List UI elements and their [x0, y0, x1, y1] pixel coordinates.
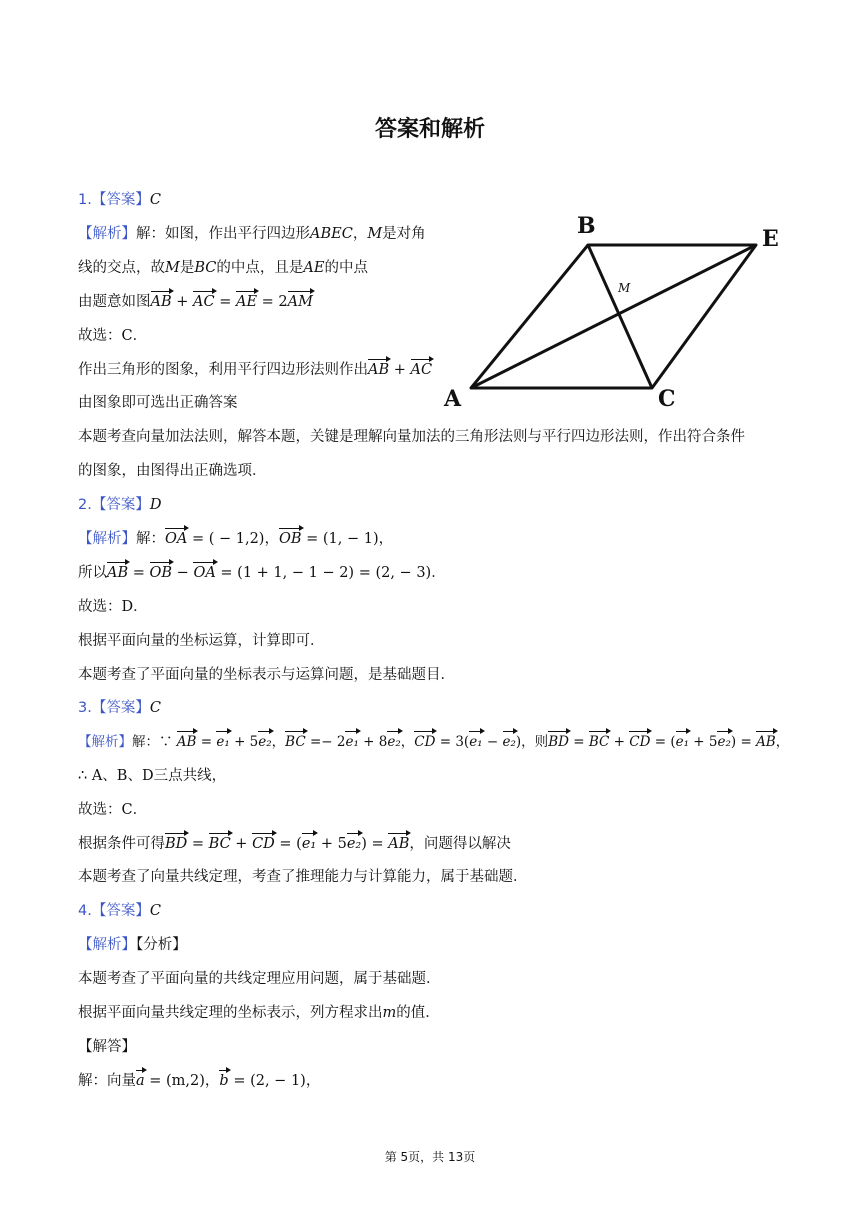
answer-tag: 【答案】 [91, 497, 150, 513]
label-c: C [658, 386, 676, 412]
q2-answer-line [78, 495, 161, 515]
text-fragment: M [165, 260, 180, 276]
vector-symbol: e₂ [346, 836, 362, 852]
vector-symbol: AB [107, 565, 129, 581]
page-title: 答案和解析 [374, 117, 485, 142]
text-fragment: = ( [650, 734, 676, 750]
q4-answer: C [149, 903, 161, 919]
text-fragment: + 5 [689, 734, 718, 750]
text-fragment: )，则 [515, 734, 549, 750]
answer-tag: 【答案】 [91, 192, 150, 208]
vector-symbol: BC [208, 836, 231, 852]
q3-line-2: ∴ A、B、D三点共线， [78, 768, 227, 784]
analysis-tag: 【解析】 [78, 226, 136, 242]
text-fragment: ABEC [310, 226, 353, 242]
text-fragment: = [128, 565, 150, 581]
text-fragment: 的中点 [324, 260, 368, 276]
vector-symbol: AB [756, 734, 776, 750]
vector-symbol: AB [150, 294, 172, 310]
vector-symbol: e₂ [387, 734, 401, 750]
vector-symbol: e₂ [717, 734, 731, 750]
q1-answer: C [149, 192, 161, 208]
text-fragment: = [568, 734, 589, 750]
text-fragment: 所以 [78, 565, 107, 581]
q4-line-3 [78, 1071, 320, 1091]
text-fragment: = ( − 1,2)， [187, 531, 279, 547]
text-fragment: BC [194, 260, 217, 276]
text-fragment: m [382, 1005, 397, 1021]
q1-line-6: 由图象即可选出正确答案 [78, 395, 238, 411]
text-fragment: 线的交点，故 [78, 260, 165, 276]
text-fragment: 的中点，且是 [216, 260, 304, 276]
q4-line-tags [78, 935, 187, 955]
vector-symbol: AE [235, 294, 258, 310]
text-fragment: + 5 [316, 836, 347, 852]
label-a: A [444, 386, 462, 412]
vector-symbol: e₂ [502, 734, 516, 750]
text-fragment: = ( [274, 836, 302, 852]
vector-symbol: BC [588, 734, 610, 750]
q3-line-1 [78, 732, 789, 752]
q2-line-5: 本题考查了平面向量的坐标表示与运算问题，是基础题目． [78, 667, 455, 683]
text-fragment: = [187, 836, 209, 852]
q2-line-3: 故选：D． [78, 599, 148, 615]
vector-symbol: OB [278, 531, 302, 547]
text-fragment: − [172, 565, 194, 581]
q3-line-4 [78, 834, 511, 854]
q2-answer: D [149, 497, 162, 513]
text-fragment: = (1, − 1)， [301, 531, 394, 547]
parallelogram-figure [440, 205, 785, 415]
q1-line-1 [78, 224, 426, 244]
text-fragment: + 8 [358, 734, 388, 750]
vector-symbol: e₁ [345, 734, 359, 750]
q3-answer-line [78, 698, 161, 718]
text-fragment: ) = [361, 836, 389, 852]
vector-symbol: BD [548, 734, 569, 750]
analysis-tag: 【解析】 [78, 937, 136, 953]
q1-line-2 [78, 258, 368, 278]
answer-tag: 【答案】 [91, 903, 150, 919]
vector-symbol: a [136, 1073, 145, 1089]
text-fragment: ， [352, 226, 368, 242]
text-fragment: 3. [78, 700, 92, 716]
vector-symbol: e₂ [258, 734, 272, 750]
text-fragment: 是 [179, 260, 195, 276]
text-fragment: 的值． [396, 1005, 440, 1021]
label-e: E [762, 226, 779, 252]
text-fragment: = (2, − 1)， [228, 1073, 321, 1089]
analysis-subtag: 【分析】 [136, 937, 187, 953]
text-fragment: 2. [78, 497, 92, 513]
text-fragment: 解：∵ [132, 734, 177, 750]
q4-line-1: 本题考查了平面向量的共线定理应用问题，属于基础题． [78, 971, 441, 987]
text-fragment: ， [775, 734, 790, 750]
vector-symbol: BD [165, 836, 188, 852]
vector-symbol: AC [410, 362, 433, 378]
text-fragment: 根据平面向量共线定理的坐标表示，列方程求出 [78, 1005, 383, 1021]
text-fragment: + 5 [229, 734, 259, 750]
text-fragment: 解：向量 [78, 1073, 136, 1089]
text-fragment: + [609, 734, 630, 750]
vector-symbol: e₁ [301, 836, 317, 852]
text-fragment: + [230, 836, 253, 852]
text-fragment: 4. [78, 903, 92, 919]
diagonal-bc [588, 245, 652, 388]
text-fragment: = 3( [435, 734, 470, 750]
text-fragment: = (1 + 1, − 1 − 2) = (2, − 3)． [215, 565, 446, 581]
vector-symbol: CD [629, 734, 651, 750]
vector-symbol: BC [285, 734, 306, 750]
analysis-tag: 【解析】 [78, 734, 132, 750]
vector-symbol: AB [388, 836, 410, 852]
q3-line-3: 故选：C． [78, 802, 148, 818]
q4-answer-line [78, 901, 161, 921]
q2-line-2 [78, 563, 446, 583]
vector-symbol: AB [176, 734, 197, 750]
text-fragment: 作出三角形的图象，利用平行四边形法则作出 [78, 362, 368, 378]
diagonal-ae [471, 245, 756, 388]
text-fragment: ) = [730, 734, 757, 750]
text-fragment: 由题意如图 [78, 294, 151, 310]
q3-answer: C [149, 700, 161, 716]
vector-symbol: e₁ [675, 734, 689, 750]
text-fragment: = [214, 294, 236, 310]
q1-line-3 [78, 292, 313, 312]
analysis-tag: 【解析】 [78, 531, 136, 547]
q3-line-5: 本题考查了向量共线定理，考查了推理能力与计算能力，属于基础题． [78, 869, 528, 885]
text-fragment: + [171, 294, 194, 310]
text-fragment: = [196, 734, 217, 750]
q1-line-5 [78, 360, 432, 380]
text-fragment: M [367, 226, 383, 242]
q1-answer-line [78, 190, 161, 210]
text-fragment: ， [400, 734, 415, 750]
vector-symbol: AB [368, 362, 390, 378]
answer-tag: 【答案】 [91, 700, 150, 716]
page-footer: 第 5页，共 13页 [384, 1150, 476, 1164]
text-fragment: =− 2 [305, 734, 346, 750]
q2-line-1 [78, 529, 393, 549]
vector-symbol: OA [193, 565, 216, 581]
vector-symbol: CD [414, 734, 436, 750]
vector-symbol: b [219, 1073, 229, 1089]
text-fragment: + [389, 362, 411, 378]
text-fragment: − [482, 734, 503, 750]
text-fragment: 解：如图，作出平行四边形 [136, 226, 310, 242]
vector-symbol: OB [149, 565, 173, 581]
text-fragment: AE [303, 260, 325, 276]
text-fragment: 根据条件可得 [78, 836, 165, 852]
text-fragment: ， [271, 734, 286, 750]
text-fragment: = 2 [257, 294, 288, 310]
text-fragment: = (m,2)， [144, 1073, 220, 1089]
vector-symbol: e₁ [469, 734, 483, 750]
q1-line-4: 故选：C． [78, 328, 148, 344]
text-fragment: 解： [136, 531, 165, 547]
q1-line-7: 本题考查向量加法法则，解答本题，关键是理解向量加法的三角形法则与平行四边形法则，作出符合条件 [78, 429, 745, 445]
q2-line-4: 根据平面向量的坐标运算，计算即可． [78, 633, 325, 649]
text-fragment: 是对角 [382, 226, 426, 242]
vector-symbol: CD [252, 836, 275, 852]
text-fragment: ，问题得以解决 [409, 836, 511, 852]
vector-symbol: AM [287, 294, 313, 310]
q4-line-2 [78, 1003, 440, 1023]
q1-number: 1. [78, 192, 92, 208]
label-m: M [618, 281, 631, 295]
vector-symbol: AC [193, 294, 215, 310]
q4-solution-tag: 【解答】 [78, 1039, 136, 1055]
vector-symbol: OA [165, 531, 188, 547]
q1-line-8: 的图象，由图得出正确选项． [78, 463, 267, 479]
label-b: B [577, 213, 596, 239]
vector-symbol: e₁ [216, 734, 230, 750]
